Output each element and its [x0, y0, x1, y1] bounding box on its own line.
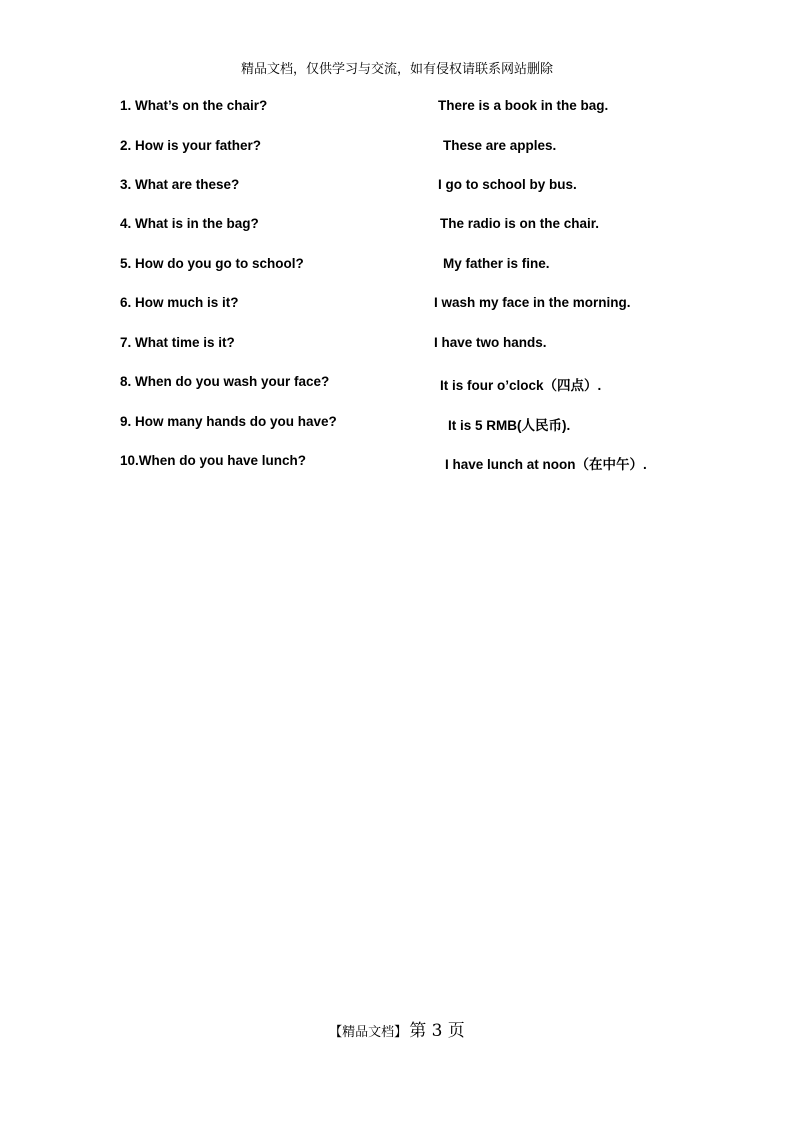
answer-text: My father is fine.: [443, 256, 550, 271]
qa-row: [0, 335, 794, 355]
answer-text: I have two hands.: [434, 335, 547, 350]
question-text: 7. What time is it?: [120, 335, 235, 350]
answer-text: The radio is on the chair.: [440, 216, 600, 231]
qa-row: [0, 256, 794, 276]
qa-row: [0, 374, 794, 394]
question-text: 5. How do you go to school?: [120, 256, 304, 271]
question-text: 9. How many hands do you have?: [120, 414, 337, 429]
question-text: 2. How is your father?: [120, 138, 262, 153]
qa-row: [0, 414, 794, 434]
qa-row: [0, 453, 794, 473]
question-text: 8. When do you wash your face?: [120, 374, 330, 389]
question-text: 3. What are these?: [120, 177, 240, 192]
question-text: 4. What is in the bag?: [120, 216, 259, 231]
qa-row: [0, 98, 794, 118]
answer-text: It is 5 RMB(人民币).: [448, 418, 571, 433]
question-text: 6. How much is it?: [120, 295, 239, 310]
qa-row: [0, 216, 794, 236]
header-disclaimer: 精品文档，仅供学习与交流，如有侵权请联系网站删除: [240, 61, 553, 76]
page-number: 第 3 页: [409, 1021, 465, 1041]
question-text: 10.When do you have lunch?: [120, 453, 307, 468]
qa-row: [0, 177, 794, 197]
qa-row: [0, 295, 794, 315]
answer-text: I have lunch at noon（在中午）.: [445, 457, 647, 472]
answer-text: These are apples.: [443, 138, 557, 153]
answer-text: I go to school by bus.: [438, 177, 577, 192]
qa-row: [0, 138, 794, 158]
footer-label: 【精品文档】: [329, 1024, 408, 1039]
question-text: 1. What’s on the chair?: [120, 98, 268, 113]
page-footer: [0, 1016, 794, 1041]
answer-text: I wash my face in the morning.: [434, 295, 631, 310]
answer-text: There is a book in the bag.: [438, 98, 609, 113]
answer-text: It is four o’clock（四点）.: [440, 378, 602, 393]
